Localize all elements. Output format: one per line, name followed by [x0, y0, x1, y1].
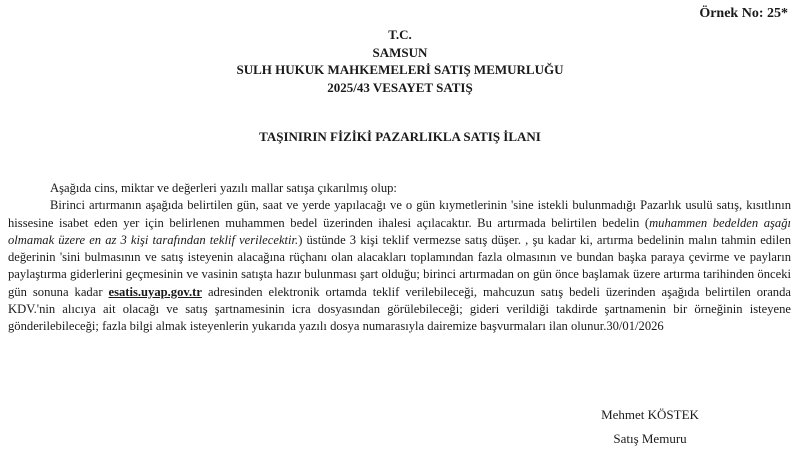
- document-body: [8, 180, 791, 336]
- header-line-office: SULH HUKUK MAHKEMELERİ SATIŞ MEMURLUĞU: [236, 62, 564, 77]
- intro-paragraph: Aşağıda cins, miktar ve değerleri yazılı mallar satışa çıkarılmış olup:: [50, 181, 397, 195]
- header-line-file-number: 2025/43 VESAYET SATIŞ: [327, 79, 473, 95]
- main-paragraph-text-1: Birinci artırmanın aşağıda belirtilen gün, saat ve yerde yapılacağı ve o gün kıymetlerinin 'sine istekli bulunmadığı Pazarlık usulü satış, kısıtlının hissesine isabet eden yer için belirlenen muhammen bedel üzerinden ihalesi açılacaktır. Bu artırmada belirtilen bedelin (: [8, 198, 791, 230]
- sample-number: Örnek No: 25*: [699, 6, 788, 21]
- header-line-city: SAMSUN: [372, 44, 428, 60]
- esatis-link[interactable]: esatis.uyap.gov.tr: [108, 284, 202, 299]
- header-line-tc: T.C.: [388, 27, 412, 42]
- signature-name: Mehmet KÖSTEK: [601, 407, 699, 422]
- main-paragraph: [8, 197, 791, 335]
- main-paragraph-text-2: ) üstünde 3 kişi teklif vermezse satış düşer. , şu kadar ki, artırma bedelinin malın tahmin edilen değerinin 'sini bulmasının ve satış isteyenin alacağına rüçhanı olan alacakları toplamından fazla olmasının ve bundan başka paraya çevirme ve payların paylaştırma giderlerini geçmesinin ve vasinin satışta hazır bulunması şart olduğu; birinci artırmadan on gün önce başlamak üzere artırma tarihinden önceki gün sonuna kadar: [8, 232, 791, 299]
- signature-role: Satış Memuru: [613, 431, 687, 446]
- document-title: TAŞINIRIN FİZİKİ PAZARLIKLA SATIŞ İLANI: [259, 129, 541, 144]
- main-paragraph-text-3: adresinden elektronik ortamda teklif verilebileceği, mahcuzun satış bedeli üzerinden aşağıda belirtilen oranda KDV.'nin alıcıya ait olacağı ve satış şartnamesinin icra dosyasından görülebileceği; gideri verildiği takdirde şartnamenin bir örneğinin isteyene gönderilebileceği; fazla bilgi almak isteyenlerin yukarıda yazılı dosya numarasıyla dairemize başvurmaları ilan olunur.30/01/2026: [8, 284, 791, 334]
- main-paragraph-italic: muhammen bedelden aşağı olmamak üzere en az 3 kişi tarafından teklif verilecektir.: [8, 215, 791, 247]
- document-header: [0, 26, 800, 96]
- signature-block: [560, 403, 740, 451]
